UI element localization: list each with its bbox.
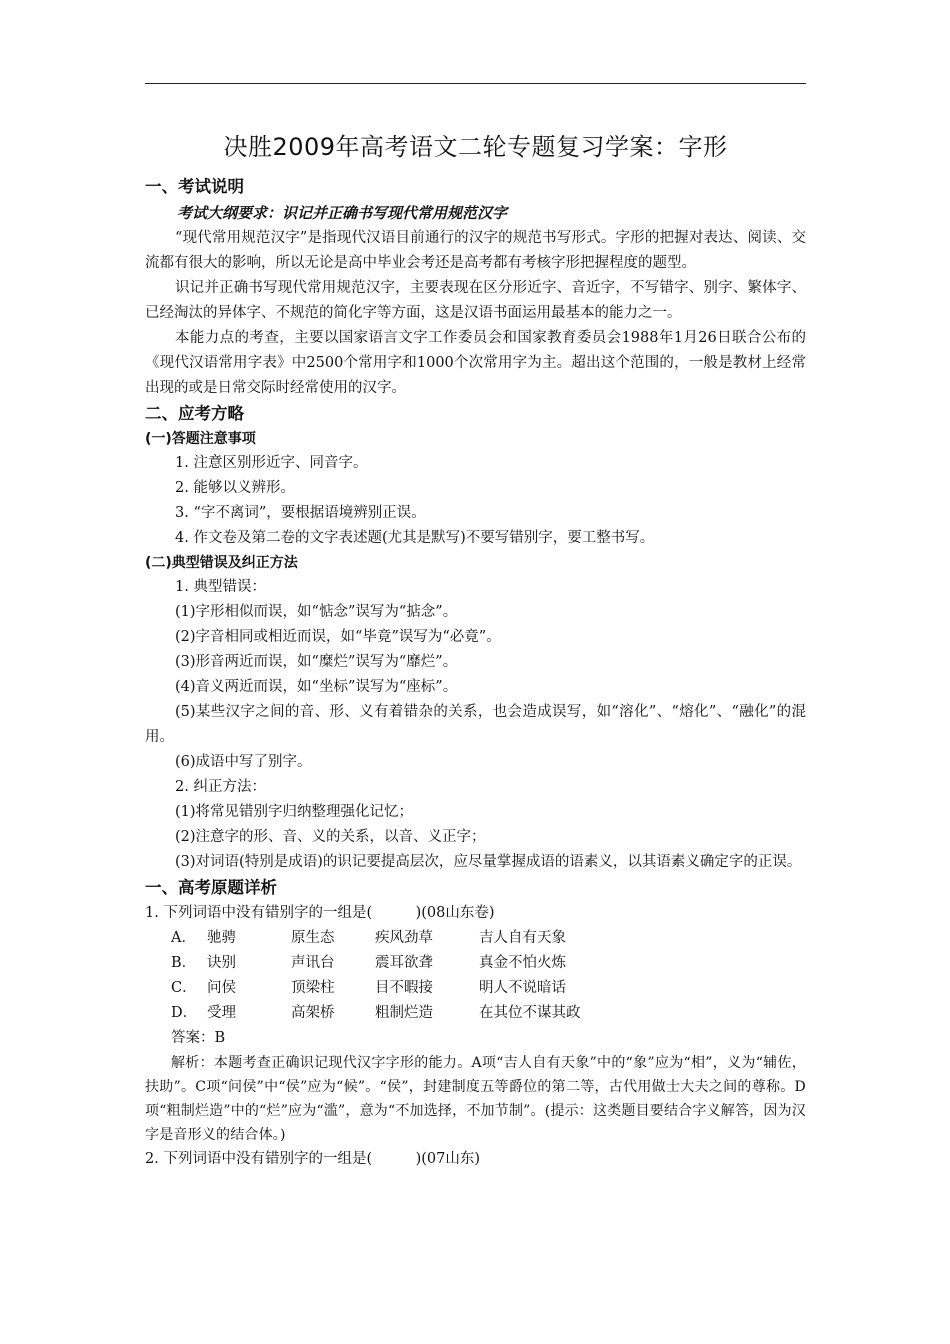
option-label: B． — [171, 955, 197, 971]
list-item: 2. 纠正方法： — [175, 779, 266, 795]
list-item: (3)对词语(特别是成语)的识记要提高层次，应尽量掌握成语的语素义，以其语素义确定字的正误。 — [175, 854, 802, 870]
option-word: 受理 — [207, 1005, 236, 1021]
option-label: C． — [171, 980, 197, 996]
option-word: 诀别 — [207, 955, 236, 971]
list-item: (2)字音相同或相近而误，如“毕竟”误写为“必竟”。 — [175, 629, 501, 645]
option-word: 在其位不谋其政 — [479, 1005, 581, 1021]
option-label: A． — [171, 930, 196, 946]
list-item: 2. 能够以义辨形。 — [175, 480, 295, 496]
list-item: (3)形音两近而误，如“糜烂”误写为“靡烂”。 — [175, 654, 458, 670]
list-item: 1. 典型错误： — [175, 579, 266, 595]
option-word: 疾风劲草 — [375, 930, 433, 946]
paragraph: 本能力点的考查，主要以国家语言文字工作委员会和国家教育委员会1988年1月26日联合公布的《现代汉语常用字表》中2500个常用字和1000个次常用字为主。超出这个范围的，一般是教材上经常出现的或是日常交际时经常使用的汉字。 — [145, 330, 806, 396]
document-body — [145, 130, 806, 1172]
header-rule — [145, 83, 806, 84]
option-word: 震耳欲聋 — [375, 955, 433, 971]
paragraph: 识记并正确书写现代常用规范汉字，主要表现在区分形近字、音近字，不写错字、别字、繁体字、已经淘汰的异体字、不规范的简化字等方面，这是汉语书面运用最基本的能力之一。 — [145, 280, 806, 321]
syllabus-requirement: 考试大纲要求：识记并正确书写现代常用规范汉字 — [177, 204, 508, 222]
section-heading-strategy: 二、应考方略 — [145, 404, 244, 423]
option-label: D． — [171, 1005, 198, 1021]
option-d — [145, 1001, 806, 1026]
subsection-heading-typical-errors: (二)典型错误及纠正方法 — [145, 555, 298, 571]
list-item: (1)将常见错别字归纳整理强化记忆； — [175, 804, 414, 820]
page-title: 决胜2009年高考语文二轮专题复习学案：字形 — [223, 133, 728, 161]
subsection-heading-notes: (一)答题注意事项 — [145, 431, 256, 447]
list-item: (4)音义两近而误，如“坐标”误写为“座标”。 — [175, 679, 458, 695]
option-b — [145, 951, 806, 976]
option-a — [145, 926, 806, 951]
list-item: (5)某些汉字之间的音、形、义有着错杂的关系，也会造成误写，如“溶化”、“熔化”、“融化”的混用。 — [145, 704, 806, 745]
explanation: 解析：本题考查正确识记现代汉字字形的能力。A项“吉人自有天象”中的“象”应为“相”，义为“辅佐，扶助”。C项“问侯”中“侯”应为“候”。“侯”，封建制度五等爵位的第二等，古代用做士大夫之间的尊称。D项“粗制烂造”中的“烂”应为“滥”，意为“不加选择，不加节制”。(提示：这类题目要结合字义解答，因为汉字是音形义的结合体。) — [145, 1055, 806, 1143]
paragraph: “现代常用规范汉字”是指现代汉语目前通行的汉字的规范书写形式。字形的把握对表达、阅读、交流都有很大的影响，所以无论是高中毕业会考还是高考都有考核字形把握程度的题型。 — [145, 230, 806, 271]
list-item: (1)字形相似而误，如“惦念”误写为“掂念”。 — [175, 604, 458, 620]
list-item: (6)成语中写了别字。 — [175, 754, 312, 770]
option-word: 真金不怕火炼 — [479, 955, 566, 971]
answer: 答案：B — [171, 1030, 226, 1046]
option-word: 吉人自有天象 — [479, 930, 566, 946]
section-heading-exam-description: 一、考试说明 — [145, 177, 244, 196]
option-word: 顶梁柱 — [291, 980, 335, 996]
option-word: 声讯台 — [291, 955, 335, 971]
list-item: 4. 作文卷及第二卷的文字表述题(尤其是默写)不要写错别字，要工整书写。 — [175, 530, 655, 546]
option-word: 粗制烂造 — [375, 1005, 433, 1021]
option-word: 高架桥 — [291, 1005, 335, 1021]
option-c — [145, 976, 806, 1001]
list-item: 3. “字不离词”，要根据语境辨别正误。 — [175, 505, 426, 521]
option-word: 目不暇接 — [375, 980, 433, 996]
list-item: 1. 注意区别形近字、同音字。 — [175, 455, 368, 471]
question-stem: 2. 下列词语中没有错别字的一组是( )(07山东) — [145, 1151, 481, 1167]
question-stem: 1. 下列词语中没有错别字的一组是( )(08山东卷) — [145, 905, 495, 921]
list-item: (2)注意字的形、音、义的关系，以音、义正字； — [175, 829, 486, 845]
option-word: 驰骋 — [207, 930, 236, 946]
section-heading-past-questions: 一、高考原题详析 — [145, 878, 277, 897]
option-word: 明人不说暗话 — [479, 980, 566, 996]
option-word: 问侯 — [207, 980, 236, 996]
option-word: 原生态 — [291, 930, 335, 946]
